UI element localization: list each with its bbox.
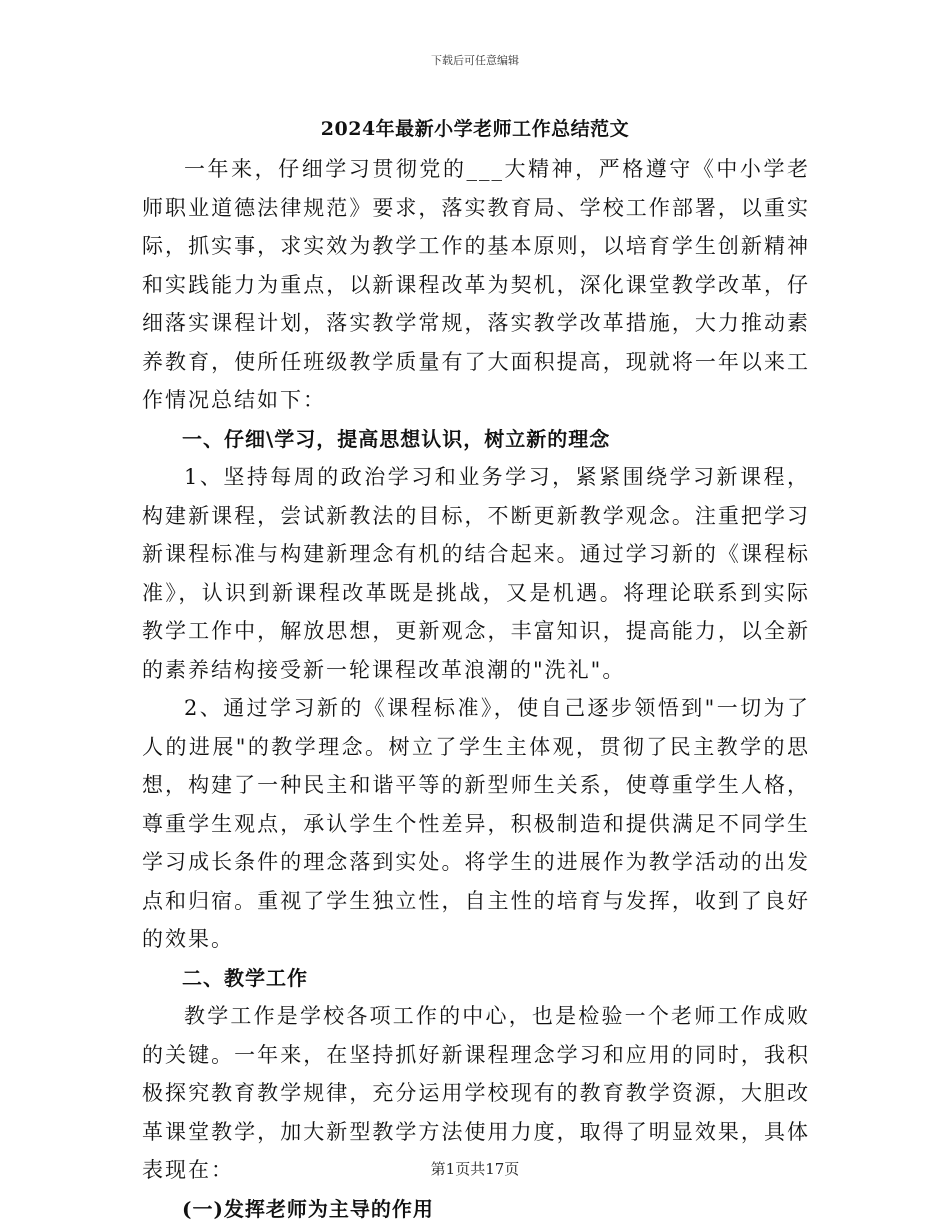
page-header-note: 下载后可任意编辑 xyxy=(431,54,519,67)
paragraph-teaching: 教学工作是学校各项工作的中心，也是检验一个老师工作成败的关键。一年来，在坚持抓好新课程理念学习和应用的同时，我积极探究教育教学规律，充分运用学校现有的教育教学资源，大胆改革课堂教学，加大新型教学方法使用力度，取得了明显效果，具体表现在： xyxy=(142,1004,810,1182)
paragraph-study-2: 2、通过学习新的《课程标准》，使自己逐步领悟到"一切为了人的进展"的教学理念。树立了学生主体观，贯彻了民主教学的思想，构建了一种民主和谐平等的新型师生关系，使尊重学生人格，尊重学生观点，承认学生个性差异，积极制造和提供满足不同学生学习成长条件的理念落到实处。将学生的进展作为教学活动的出发点和归宿。重视了学生独立性，自主性的培育与发挥，收到了良好的效果。 xyxy=(142,696,810,951)
subsection-heading-1: (一)发挥老师为主导的作用 xyxy=(182,1196,434,1221)
section-heading-1: 一、仔细\学习，提高思想认识，树立新的理念 xyxy=(182,426,611,451)
paragraph-intro: 一年来，仔细学习贯彻党的___大精神，严格遵守《中小学老师职业道德法律规范》要求，落实教育局、学校工作部署，以重实际，抓实事，求实效为教学工作的基本原则，以培育学生创新精神和实践能力为重点，以新课程改革为契机，深化课堂教学改革，仔细落实课程计划，落实教学常规，落实教学改革措施，大力推动素养教育，使所任班级教学质量有了大面积提高，现就将一年以来工作情况总结如下： xyxy=(142,157,810,412)
section-heading-2: 二、教学工作 xyxy=(182,965,308,990)
page-footer-number: 第1页共17页 xyxy=(430,1160,520,1178)
paragraph-study-1: 1、坚持每周的政治学习和业务学习，紧紧围绕学习新课程，构建新课程，尝试新教法的目标，不断更新教学观念。注重把学习新课程标准与构建新理念有机的结合起来。通过学习新的《课程标准》，认识到新课程改革既是挑战，又是机遇。将理论联系到实际教学工作中，解放思想，更新观念，丰富知识，提高能力，以全新的素养结构接受新一轮课程改革浪潮的"洗礼"。 xyxy=(142,465,810,682)
document-title: 2024年最新小学老师工作总结范文 xyxy=(320,118,630,140)
document-body xyxy=(142,150,810,1228)
